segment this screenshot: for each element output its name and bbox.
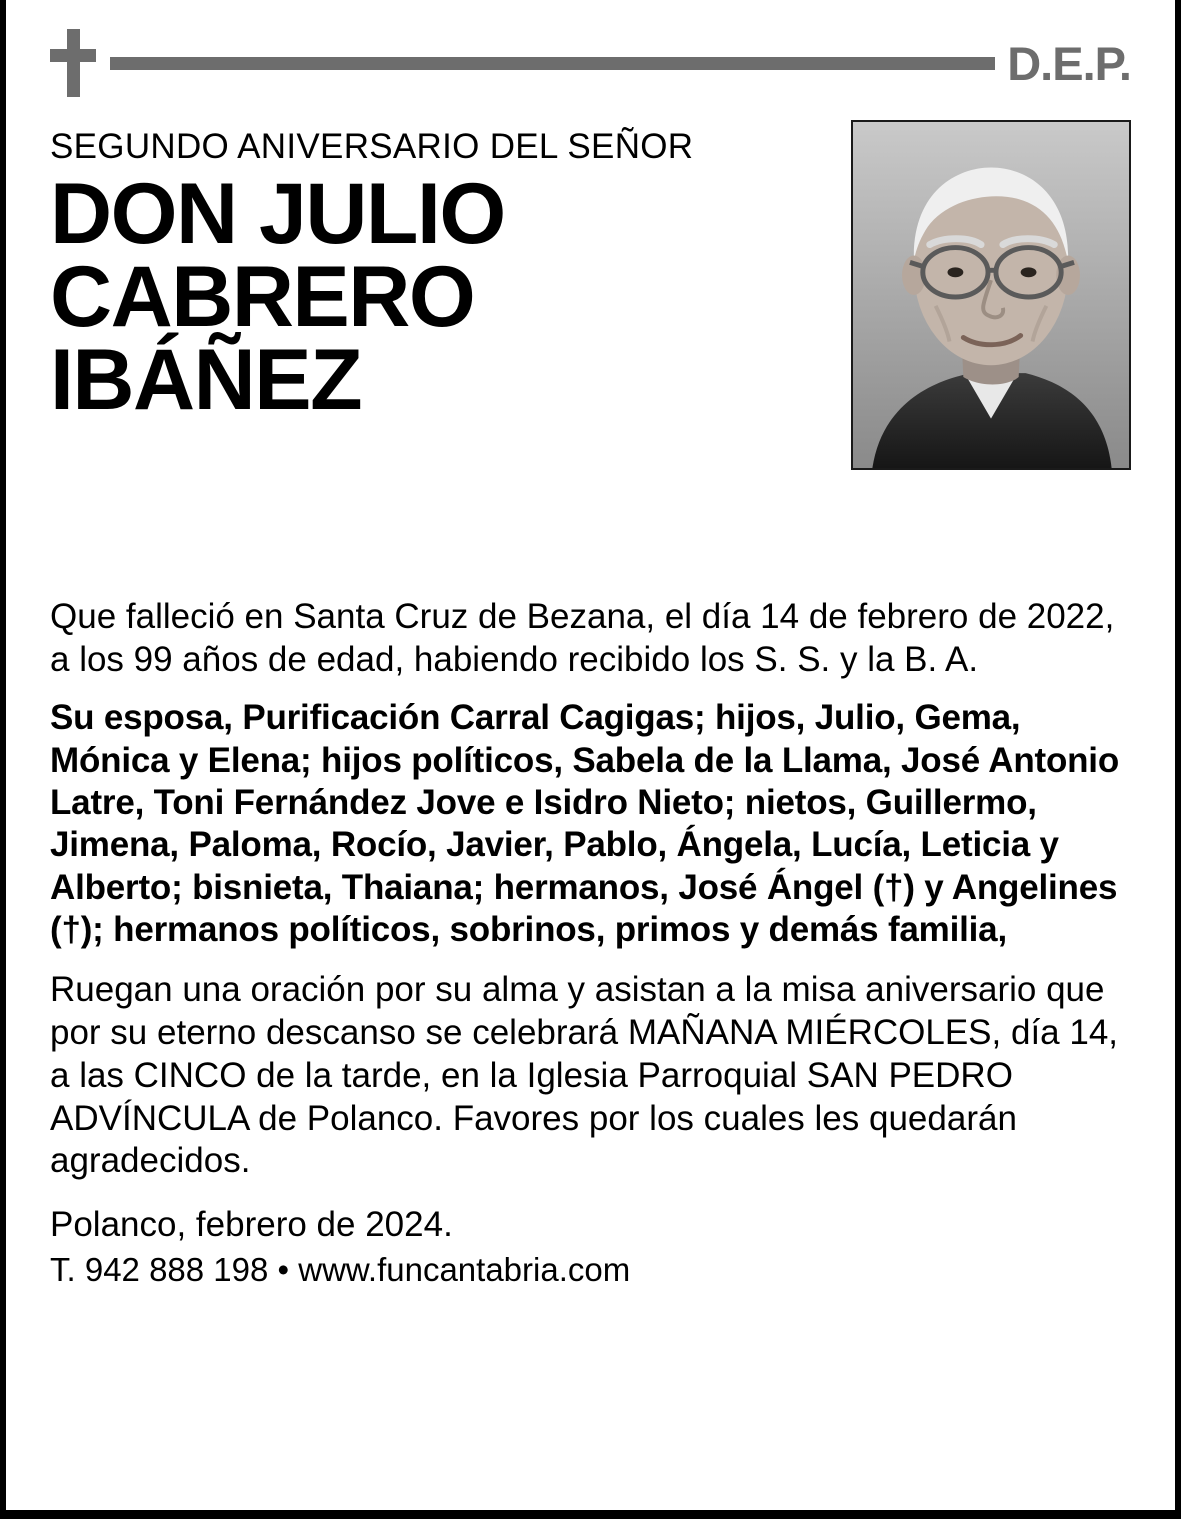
- header-rule: [110, 57, 995, 70]
- contact-info: T. 942 888 198 • www.funcantabria.com: [50, 1250, 631, 1288]
- family-list: Su esposa, Purificación Carral Cagigas; hijos, Julio, Gema, Mónica y Elena; hijos políticos, Sabela de la Llama, José Antonio Latre, Toni Fernández Jove e Isidro Nieto; nietos, Guillermo, Jimena, Paloma, Rocío, Javier, Pablo, Ángela, Lucía, Leticia y Alberto; bisnieta, Thaiana; hermanos, José Ángel (†) y Angelines (†); hermanos políticos, sobrinos, primos y demás familia,: [50, 698, 1120, 950]
- name-line-2: CABRERO: [50, 248, 475, 345]
- name-line-3: IBÁÑEZ: [50, 332, 362, 429]
- notice-footer: [50, 1183, 1131, 1292]
- dep-label: D.E.P.: [1007, 36, 1131, 90]
- place-date: Polanco, febrero de 2024.: [50, 1204, 453, 1244]
- service-details: Ruegan una oración por su alma y asistan a la misa aniversario que por su eterno descanso se celebrará MAÑANA MIÉRCOLES, día 14, a las CINCO de la tarde, en la Iglesia Parroquial SAN PEDRO ADVÍNCULA de Polanco. Favores por los cuales les quedarán agradecidos.: [50, 970, 1119, 1181]
- anniversary-heading: SEGUNDO ANIVERSARIO DEL SEÑOR: [50, 127, 694, 166]
- title-block: [50, 104, 1131, 574]
- notice-header: [50, 0, 1131, 104]
- name-line-1: DON JULIO: [50, 165, 505, 262]
- death-details: Que falleció en Santa Cruz de Bezana, el día 14 de febrero de 2022, a los 99 años de edad, habiendo recibido los S. S. y la B. A.: [50, 597, 1115, 679]
- portrait-photo: [851, 120, 1131, 470]
- cross-icon: [50, 29, 96, 97]
